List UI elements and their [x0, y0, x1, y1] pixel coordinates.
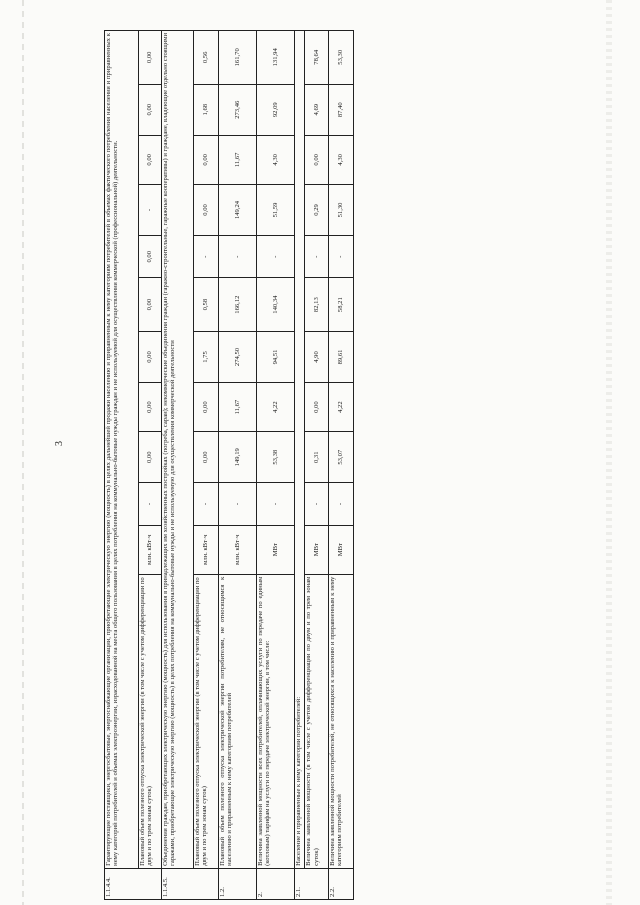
row-unit: млн. кВт·ч — [138, 525, 161, 574]
cell-value: 0,00 — [138, 135, 161, 184]
cell-value: 0,00 — [193, 383, 218, 432]
cell-value: 0,00 — [138, 383, 161, 432]
cell-value: 53,38 — [256, 432, 294, 483]
scan-edge-right — [606, 0, 612, 905]
cell-value: 4,30 — [256, 135, 294, 184]
cell-value: 1,75 — [193, 331, 218, 382]
row-name: Величина заявленной мощности всех потребителей, оплачивающих услуги по передаче по единым (котловым) тарифам на услуги по передаче электрической энергии, в том числе: — [256, 574, 294, 868]
rotated-tariff-table — [104, 30, 354, 900]
cell-value: 82,13 — [305, 278, 328, 331]
cell-value: - — [305, 236, 328, 278]
cell-value: 11,67 — [218, 135, 256, 184]
section-heading: Гарантирующие поставщики, энергосбытовые, энергоснабжающие организации, приобретающие электрическую энергию (мощность) в целях дальнейшей продажи населению и приравненным к нему категориям потребителей в объемах фактического потребления населения и приравненных к нему категорий потребителей и объемах электроэнергии, израсходованной на места общего пользования в целях потребления на коммунально-бытовые нужды граждан и не используемой для осуществления коммерческой (профессиональной) деятельности. — [105, 31, 139, 869]
cell-value: 0,00 — [138, 331, 161, 382]
cell-value: 0,00 — [193, 184, 218, 235]
cell-value: - — [193, 236, 218, 278]
cell-value: 0,29 — [305, 184, 328, 235]
cell-value: 4,22 — [256, 383, 294, 432]
cell-value: 4,90 — [305, 331, 328, 382]
cell-value: - — [305, 483, 328, 525]
cell-value: - — [328, 483, 353, 525]
row-name: Плановый объем полезного отпуска электрической энергии (в том числе с учетом дифференциации по двум и по трем зонам суток) — [138, 574, 161, 868]
cell-value: 149,19 — [218, 432, 256, 483]
scan-edge-left — [22, 0, 24, 905]
cell-value: 51,59 — [256, 184, 294, 235]
table-row — [193, 31, 218, 900]
row-code: 2. — [256, 868, 294, 899]
cell-value: - — [256, 483, 294, 525]
cell-value: 1,68 — [193, 84, 218, 135]
cell-value: 53,07 — [328, 432, 353, 483]
cell-value: 0,58 — [193, 278, 218, 331]
section-heading: Объединения граждан, приобретающих электрическую энергию (мощность) для использования в принадлежащих им хозяйственных постройках (погреба, сараи); некоммерческие объединения граждан (гаражно-строительные, гаражные кооперативы) и граждане, владеющие отдельно стоящими гаражами, приобретающие электрическую энергию (мощность) в целях потребления на коммунально-бытовые нужды и не используемую для осуществления коммерческой деятельности — [161, 31, 193, 869]
cell-value: 149,24 — [218, 184, 256, 235]
cell-value: 0,00 — [193, 432, 218, 483]
cell-value: 0,00 — [138, 236, 161, 278]
cell-value: 4,22 — [328, 383, 353, 432]
cell-value: 274,50 — [218, 331, 256, 382]
table-row — [294, 31, 305, 900]
cell-value: 0,00 — [138, 432, 161, 483]
section-heading: Население и приравненные к нему категории потребителей: — [294, 31, 305, 869]
cell-value: 161,70 — [218, 31, 256, 85]
cell-value: - — [138, 184, 161, 235]
cell-value: 94,51 — [256, 331, 294, 382]
row-unit: млн. кВт·ч — [218, 525, 256, 574]
row-name: Плановый объем полезного отпуска электрической энергии потребителям, не относящимся к населению и приравненным к нему категориям потребителей — [218, 574, 256, 868]
tariff-table — [104, 30, 354, 900]
row-code: 2.2. — [328, 868, 353, 899]
cell-value: - — [193, 483, 218, 525]
row-unit: МВт — [328, 525, 353, 574]
cell-value: 0,31 — [305, 432, 328, 483]
cell-value: - — [138, 483, 161, 525]
table-row — [218, 31, 256, 900]
cell-value: 78,64 — [305, 31, 328, 85]
table-row — [305, 31, 328, 900]
cell-value: 87,40 — [328, 84, 353, 135]
row-name: Величина заявленной мощности потребителей, не относящихся к населению и приравненным к нему категориям потребителей — [328, 574, 353, 868]
row-code: 1.1.4.4. — [105, 868, 162, 899]
table-row — [138, 31, 161, 900]
cell-value: 0,00 — [305, 135, 328, 184]
cell-value: 89,61 — [328, 331, 353, 382]
row-unit: МВт — [256, 525, 294, 574]
page-number: 3 — [54, 441, 65, 446]
row-unit: млн. кВт·ч — [193, 525, 218, 574]
row-unit: МВт — [305, 525, 328, 574]
cell-value: 4,69 — [305, 84, 328, 135]
cell-value: 51,30 — [328, 184, 353, 235]
cell-value: 0,00 — [305, 383, 328, 432]
cell-value: 92,09 — [256, 84, 294, 135]
row-name: Величина заявленной мощности (в том числе с учетом дифференциации по двум и по трем зонам суток) — [305, 574, 328, 868]
cell-value: - — [256, 236, 294, 278]
cell-value: 140,34 — [256, 278, 294, 331]
cell-value: 273,46 — [218, 84, 256, 135]
cell-value: 0,00 — [138, 84, 161, 135]
cell-value: 4,30 — [328, 135, 353, 184]
table-row — [256, 31, 294, 900]
row-code: 1.1.4.5. — [161, 868, 218, 899]
table-row — [161, 31, 193, 900]
row-code: 2.1. — [294, 868, 328, 899]
cell-value: 0,56 — [193, 31, 218, 85]
table-row — [328, 31, 353, 900]
row-name: Плановый объем полезного отпуска электрической энергии (в том числе с учетом дифференциации по двум и по трем зонам суток) — [193, 574, 218, 868]
cell-value: - — [218, 236, 256, 278]
cell-value: 0,00 — [138, 31, 161, 85]
table-row — [105, 31, 139, 900]
cell-value: - — [218, 483, 256, 525]
row-code: 1.2. — [218, 868, 256, 899]
cell-value: 58,21 — [328, 278, 353, 331]
cell-value: 0,00 — [193, 135, 218, 184]
cell-value: 53,30 — [328, 31, 353, 85]
cell-value: 0,00 — [138, 278, 161, 331]
cell-value: 166,12 — [218, 278, 256, 331]
cell-value: - — [328, 236, 353, 278]
cell-value: 131,94 — [256, 31, 294, 85]
cell-value: 11,67 — [218, 383, 256, 432]
